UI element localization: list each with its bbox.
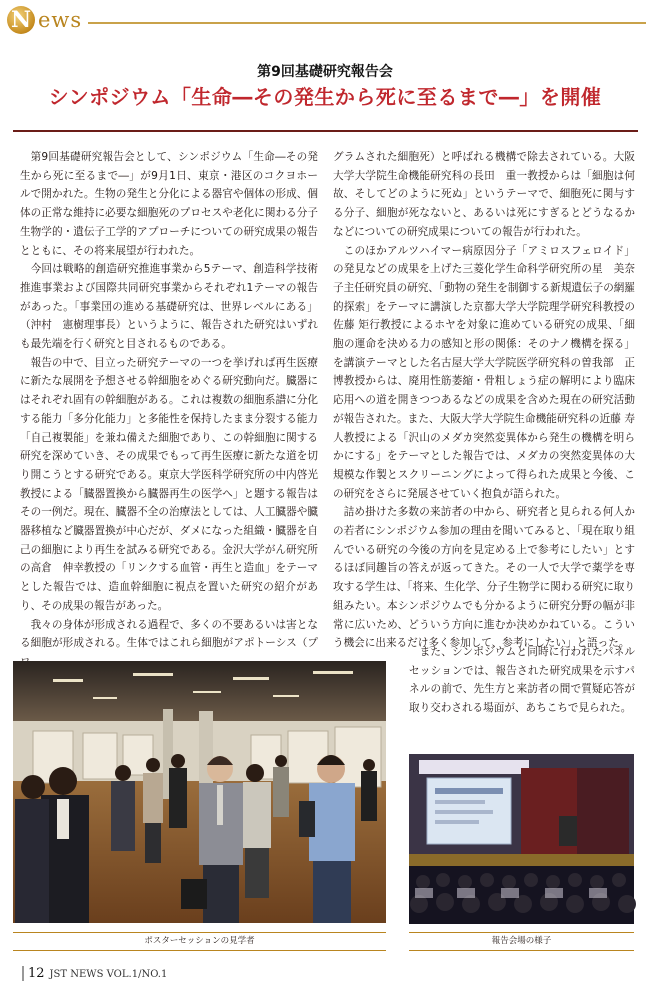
news-badge-icon: N [7, 6, 35, 34]
paragraph: グラムされた細胞死）と呼ばれる機構で除去されている。大阪大学大学院生命機能研究科の長田 重一教授からは「細胞は何故、そしてどのように死ぬ」というテーマで、細胞死に関与する分子、細胞が死なないと、あるいは死にすぎるとどうなるかなどについての研究成果についての報告が行われた。 [333, 151, 635, 238]
article-column-3 [409, 643, 635, 733]
article-kicker: 第9回基礎研究報告会 [257, 64, 393, 80]
issue-number: NO.1 [141, 969, 168, 980]
header-rule [88, 22, 646, 24]
article-headline: シンポジウム「生命―その発生から死に至るまで―」を開催 [48, 85, 602, 109]
paragraph: 我々の身体が形成される過程で、多くの不要あるいは害となる細胞が形成される。生体ではこれら細胞がアポトーシス（プ [20, 618, 318, 650]
publication-name: JST NEWS [49, 969, 104, 980]
volume-label: VOL.1 [106, 969, 139, 980]
article-column-2 [333, 148, 635, 650]
section-title: ews [38, 8, 83, 32]
photo-caption-left: ポスターセッションの見学者 [13, 932, 386, 951]
page-footer: 12 JST NEWS VOL.1/NO.1 [22, 966, 167, 981]
paragraph: 詰め掛けた多数の来訪者の中から、研究者と見られる何人かの若者にシンポジウム参加の理由を聞いてみると、「現在取り組んでいる研究の今後の方向を見定める上で参考にしたい」とするほぼ同趣旨の答えが返ってきた。その一人で大学で薬学を専攻する学生は、「将来、生化学、分子生物学に関わる研究に取り組みたい。本シンポジウムでも分かるように研究分野の幅が非常に広いため、どういう方向に進むか決めかねている。こういう機会に出来るだけ多く参加して、参考にしたい」と語った。 [333, 506, 635, 650]
poster-session-photo [13, 661, 386, 923]
paragraph: このほかアルツハイマー病原因分子「アミロスフェロイド」の発見などの成果を上げた三菱化学生命科学研究所の星 美奈子主任研究員の研究、「動物の発生を制御する新規遺伝子の網羅的探索」をテーマに講演した京都大学大学院理学研究科教授の佐藤 矩行教授によるホヤを対象に進めている研究の成果、「細胞の運命を決める力の感知と形の関係：そのナノ機構を探る」を講演テーマとした名古屋大学大学院医学研究科の曽我部 正博教授からは、廃用性筋萎縮・骨粗しょう症の解明により臨床応用への道を開きつつあるなどの成果を含めた現在の研究活動が報告された。また、大阪大学大学院生命機能研究科の近藤 寿人教授による「沢山のメダカ突然変異体から発生の機構を明らかにする」をテーマとした報告では、メダカの突然変異体の大規模な作製とスクリーニングによって得られた成果と今後、この研究をさらに発展させていく抱負が語られた。 [333, 244, 635, 500]
title-divider [13, 130, 638, 132]
photo-caption-right: 報告会場の様子 [409, 932, 634, 951]
paragraph: 報告の中で、目立った研究テーマの一つを挙げれば再生医療に新たな展開を予想させる幹細胞をめぐる研究動向だ。臓器にはそれぞれ固有の幹細胞がある。これは複数の細胞系譜に分化する能力「多分化能力」と多能性を保持したまま分裂する能力「自己複製能」を兼ね備えた細胞であり、この幹細胞に関する研究を深めていき、その成果でもって再生医療に新たな道を切り開こうとする研究である。東京大学医科学研究所の中内啓光教授による「臓器置換から臓器再生の医学へ」と題する報告はその一例だ。現在、臓器不全の治療法としては、人工臓器や臓器移植など臓器置換が中心だが、ダメになった組織・臓器を自己の細胞により再生を試みる研究である。金沢大学がん研究所の高倉 伸幸教授の「リンクする血管・再生と造血」をテーマとした報告では、造血幹細胞に視点を置いた研究の紹介があり、その成果の報告があった。 [20, 356, 318, 612]
article-column-1 [20, 148, 318, 650]
page-number: 12 [22, 966, 45, 981]
paragraph: 第9回基礎研究報告会として、シンポジウム「生命―その発生から死に至るまで―」が9月1日、東京・港区のコクヨホールで開かれた。生物の発生と分化による器官や個体の形成、個体の正常な維持に必要な細胞死のプロセスや老化に関わる分子生物学的・遺伝子工学的アプローチについての研究成果の報告とともに、その将来展望が行われた。 [20, 151, 318, 257]
lecture-hall-photo [409, 754, 634, 924]
paragraph: また、シンポジウムと同時に行われたパネルセッションでは、報告された研究成果を示すパネルの前で、先生方と来訪者の間で質疑応答が取り交わされる場面が、あちこちで見られた。 [409, 646, 635, 715]
paragraph: 今回は戦略的創造研究推進事業から5テーマ、創造科学技術推進事業および国際共同研究事業からそれぞれ1テーマの報告があった。「事業団の進める基礎研究は、世界レベルにある」（沖村 憲樹理事長）というように、報告された研究はいずれも最先端を行く研究と目されるものである。 [20, 263, 318, 351]
